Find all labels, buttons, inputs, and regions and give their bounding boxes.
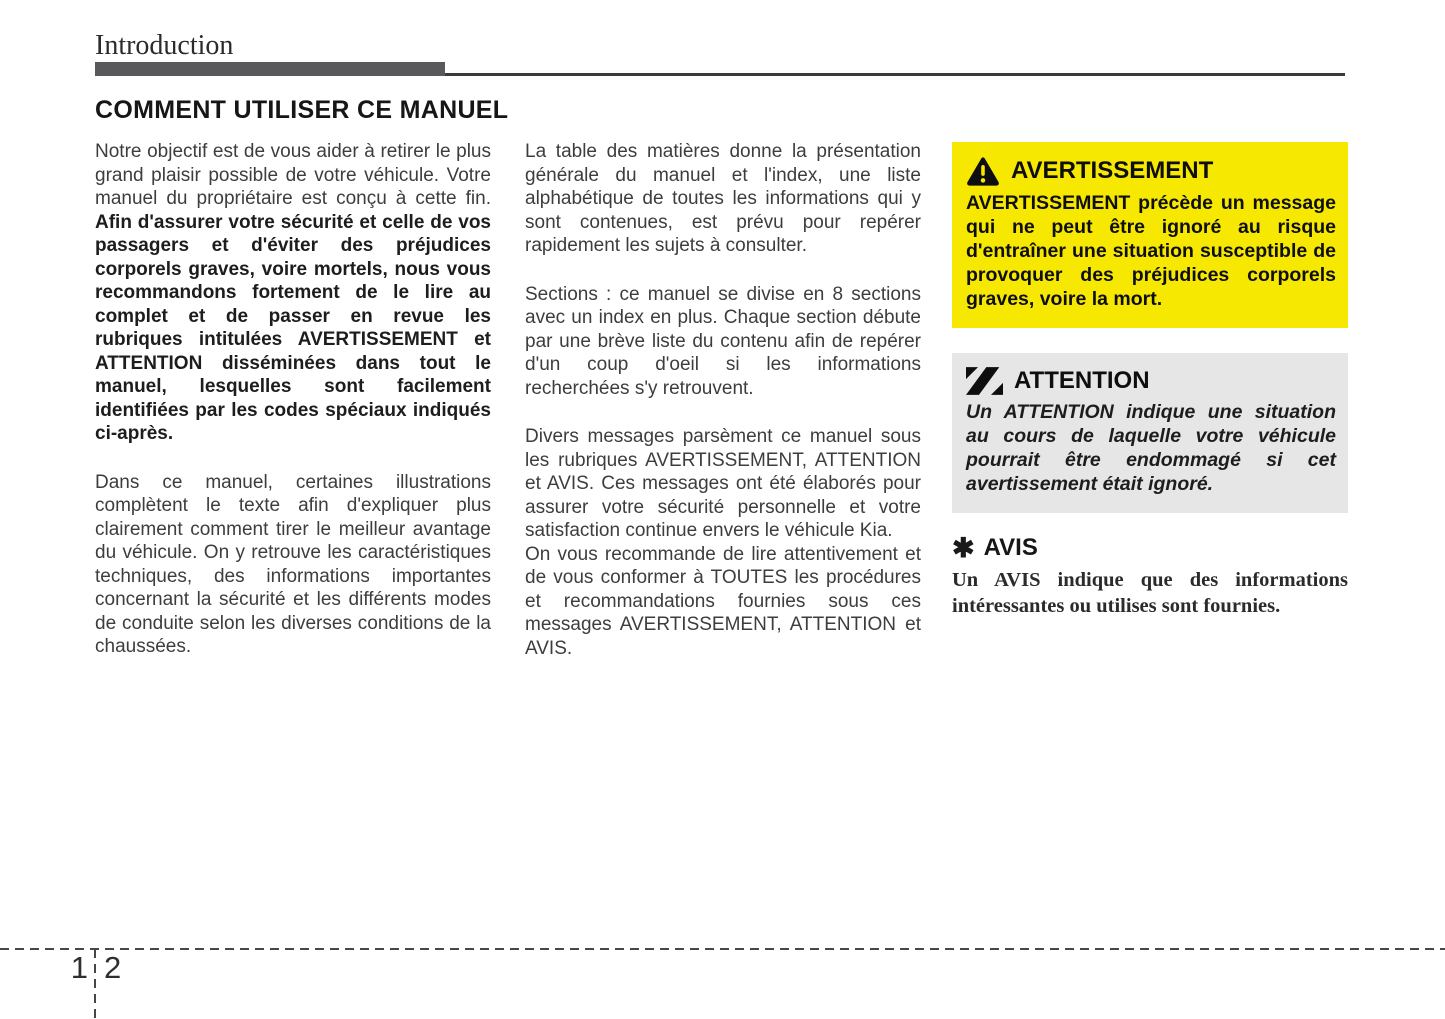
paragraph-recommande: On vous recommande de lire attentivement et de vous conformer à TOUTES les procédures et recommandations fournies sous ces messages AVERTISSEMENT, ATTENTION et AVIS. [525,543,921,659]
section-title: COMMENT UTILISER CE MANUEL [95,96,509,124]
callout-column [952,142,1348,619]
notice-section [952,534,1348,619]
warning-box-header [966,156,1336,186]
caution-slash-icon [966,367,1003,395]
header-rule [445,73,1345,76]
section-number: 1 [70,950,88,985]
crop-mark-vertical [94,949,96,1019]
warning-box-title: AVERTISSEMENT [1011,157,1214,185]
text-column-2 [525,140,921,660]
caution-box [952,353,1348,513]
caution-box-title: ATTENTION [1014,367,1150,395]
warning-triangle-icon [966,156,1000,186]
notice-title: AVIS [983,533,1038,561]
notice-body: Un AVIS indique que des informations intéressantes ou utilises sont fournies. [952,569,1348,617]
paragraph-messages: Divers messages parsèment ce manuel sous les rubriques AVERTISSEMENT, ATTENTION et AVIS. Ces messages ont été élaborés pour assurer votre sécurité personnelle et votre satisfaction continue envers le véhicule Kia. [525,426,921,541]
caution-box-body: Un ATTENTION indique une situation au cours de laquelle votre véhicule pourrait être endommagé si cet avertissement était ignoré. [966,401,1336,495]
text-column-1 [95,140,491,684]
paragraph-table-matieres: La table des matières donne la présentation générale du manuel et l'index, une liste alphabétique de toutes les informations qui y sont contenues, est prévu pour repérer rapidement les sujets à consulter. [525,141,921,256]
paragraph-objective-regular: Notre objectif est de vous aider à retirer le plus grand plaisir possible de votre véhicule. Votre manuel du propriétaire est conçu à cette fin. [95,141,491,209]
warning-box-body: AVERTISSEMENT précède un message qui ne peut être ignoré au risque d'entraîner une situation susceptible de provoquer des préjudices corporels graves, voire la mort. [966,192,1336,310]
paragraph-objective-bold: Afin d'assurer votre sécurité et celle de vos passagers et d'éviter des préjudices corporels graves, voire mortels, nous vous recommandons fortement de le lire au complet et de passer en revue les rubriques intitulées AVERTISSEMENT et ATTENTION disséminées dans tout le manuel, lesquelles sont facilement identifiées par les codes spéciaux indiqués ci-après. [95,211,491,444]
notice-header [952,534,1348,561]
warning-box [952,142,1348,328]
caution-box-header [966,367,1336,395]
paragraph-objective [95,140,491,446]
paragraph-sections: Sections : ce manuel se divise en 8 sections avec un index en plus. Chaque section débute par une brève liste du contenu afin de repérer d'un coup d'oeil si les informations recherchées s'y retrouvent. [525,283,921,399]
header-bar [95,62,445,76]
crop-mark-horizontal [0,948,1445,950]
page-number: 2 [104,950,122,985]
chapter-title: Introduction [95,30,234,61]
asterisk-icon: ✱ [952,533,975,563]
paragraph-illustrations: Dans ce manuel, certaines illustrations complètent le texte afin d'expliquer plus clairement comment tirer le meilleur avantage du véhicule. On y retrouve les caractéristiques techniques, des informations importantes concernant la sécurité et les différents modes de conduite selon les diverses conditions de la chaussées. [95,471,491,657]
